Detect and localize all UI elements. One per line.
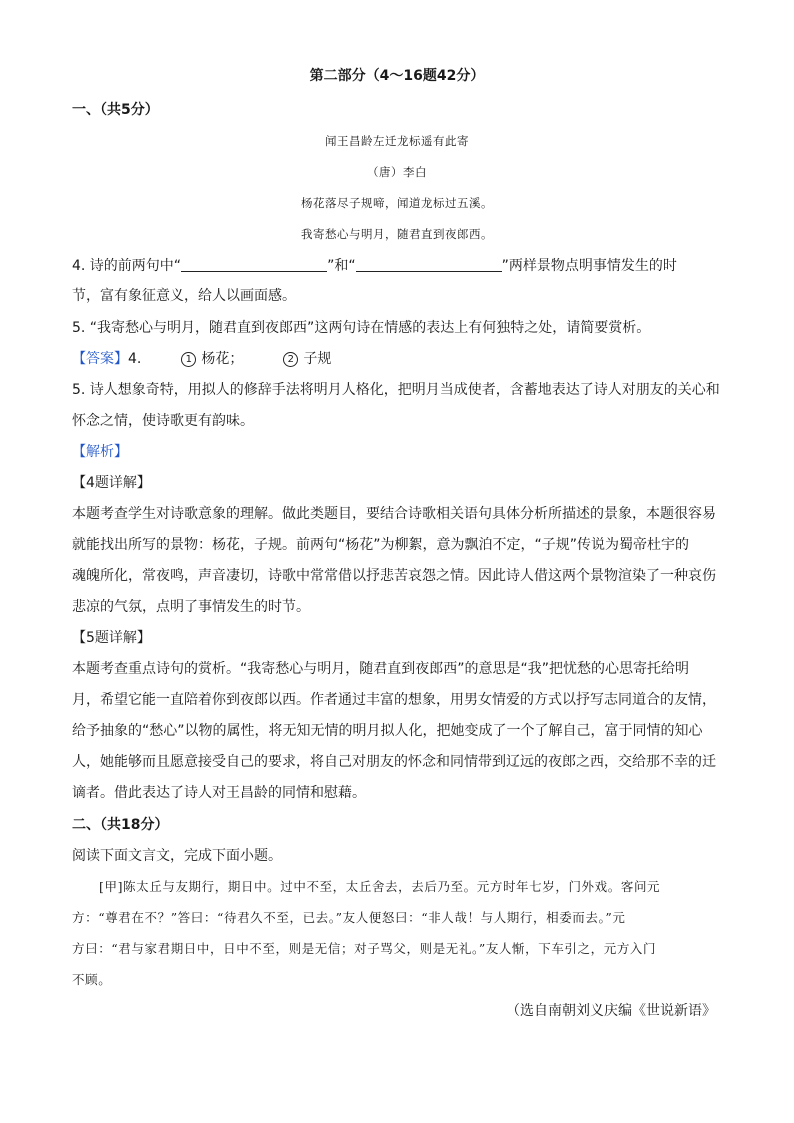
part1-heading: 一、（共5分）: [72, 102, 159, 118]
detail-5-line-4: 人，她能够而且愿意接受自己的要求，将自己对朋友的怀念和同情带到辽远的夜郎之西，交给那不幸的迁: [72, 754, 716, 770]
answer-blank-1[interactable]: [181, 257, 327, 272]
question-4-cont: 节，富有象征意义，给人以画面感。: [72, 288, 296, 304]
answer-5-line-1: 5. 诗人想象奇特，用拟人的修辞手法将明月人格化，把明月当成使者，含蓄地表达了诗人对朋友的关心和: [72, 382, 720, 398]
answer-label: 【答案】: [72, 351, 128, 367]
answer-blank-2[interactable]: [356, 257, 502, 272]
circled-number-2: 2: [283, 352, 298, 367]
answer-2: 子规: [303, 351, 332, 367]
q4-text-b: ”和“: [327, 258, 356, 274]
q4-text-c: ”两样景物点明事情发生的时: [501, 258, 677, 274]
passage-line-2: 方：“尊君在不？”答曰：“待君久不至，已去。”友人便怒曰：“非人哉！与人期行，相委而去。”元: [72, 910, 626, 925]
detail-5-line-3: 给予抽象的“愁心”以物的属性，将无知无情的明月拟人化，把她变成了一个了解自己，富于同情的知心: [72, 723, 703, 739]
passage-source: （选自南朝刘义庆编《世说新语》: [506, 1003, 716, 1019]
passage-line-4: 不顾。: [72, 972, 112, 987]
detail-4-line-2: 就能找出所写的景物：杨花，子规。前两句“杨花”为柳絮，意为飘泊不定，“子规”传说为蜀帝杜宇的: [72, 537, 690, 553]
question-5: 5. “我寄愁心与明月，随君直到夜郎西”这两句诗在情感的表达上有何独特之处，请简要赏析。: [72, 320, 651, 336]
q4-text-a: 4. 诗的前两句中“: [72, 258, 182, 274]
circled-number-1: 1: [181, 352, 196, 367]
detail-5-label: 【5题详解】: [72, 630, 151, 646]
part2-heading: 二、（共18分）: [72, 817, 169, 833]
passage-line-1: [甲]陈太丘与友期行，期日中。过中不至，太丘舍去，去后乃至。元方时年七岁，门外戏。客问元: [99, 879, 661, 894]
detail-4-label: 【4题详解】: [72, 475, 151, 491]
poem-author: （唐）李白: [367, 165, 427, 179]
answer-row: [72, 349, 331, 369]
poem-line-1: 杨花落尽子规啼，闻道龙标过五溪。: [301, 196, 493, 210]
detail-4-line-4: 悲凉的气氛，点明了事情发生的时节。: [72, 599, 310, 615]
detail-5-line-1: 本题考查重点诗句的赏析。“我寄愁心与明月，随君直到夜郎西”的意思是“我”把忧愁的心思寄托给明: [72, 661, 690, 677]
analysis-label: 【解析】: [72, 444, 128, 460]
detail-4-line-1: 本题考查学生对诗歌意象的理解。做此类题目，要结合诗歌相关语句具体分析所描述的景象，本题很容易: [72, 506, 716, 522]
detail-5-line-5: 谪者。借此表达了诗人对王昌龄的同情和慰藉。: [72, 785, 366, 801]
question-4: [72, 256, 677, 276]
part2-instruction: 阅读下面文言文，完成下面小题。: [72, 848, 282, 864]
answer-prefix: 4.: [128, 351, 142, 367]
detail-4-line-3: 魂魄所化，常夜鸣，声音凄切，诗歌中常常借以抒悲苦哀怨之情。因此诗人借这两个景物渲染了一种哀伤: [72, 568, 716, 584]
answer-1: 杨花；: [201, 351, 244, 367]
detail-5-line-2: 月，希望它能一直陪着你到夜郎以西。作者通过丰富的想象，用男女情爱的方式以抒写志同道合的友情，: [72, 692, 716, 708]
poem-line-2: 我寄愁心与明月，随君直到夜郎西。: [301, 227, 493, 241]
section-title: 第二部分（4～16题42分）: [309, 68, 485, 84]
poem-title: 闻王昌龄左迁龙标遥有此寄: [325, 134, 469, 148]
answer-5-line-2: 怀念之情，使诗歌更有韵味。: [72, 413, 254, 429]
passage-line-3: 方曰：“君与家君期日中，日中不至，则是无信；对子骂父，则是无礼。”友人惭，下车引之，元方入门: [72, 941, 657, 956]
